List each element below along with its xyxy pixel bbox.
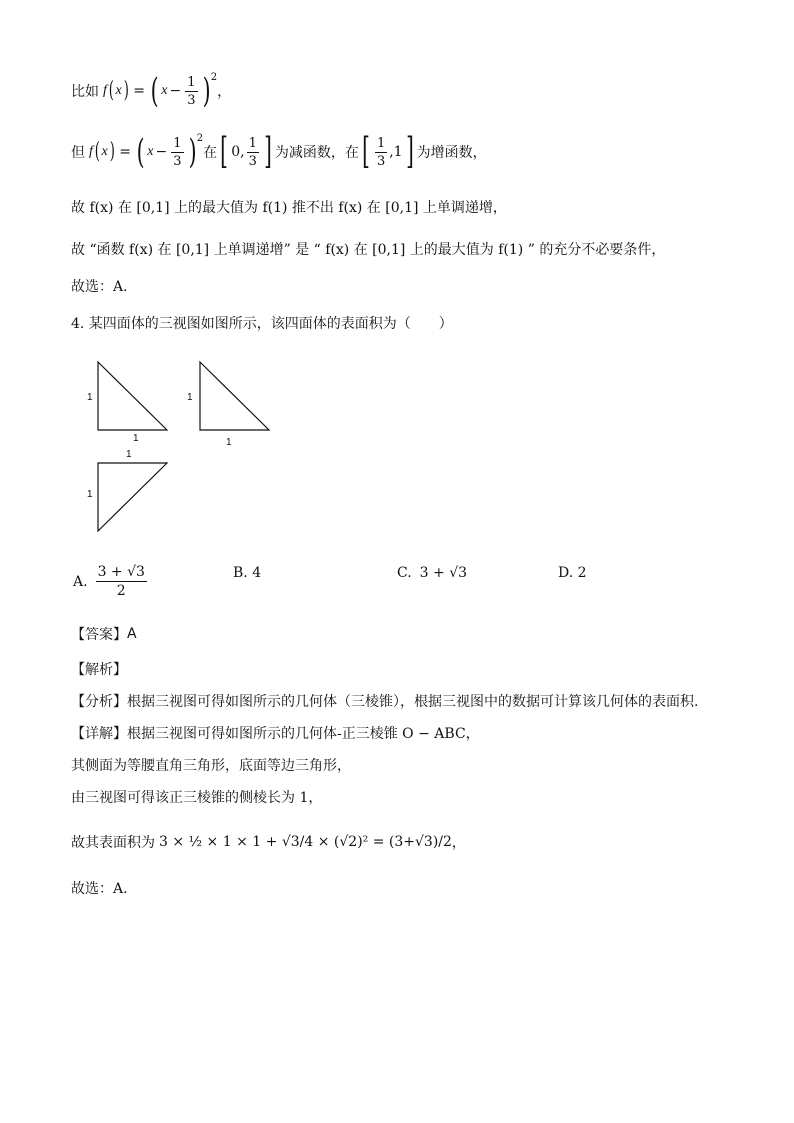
front-view-width-label: 1 (133, 433, 139, 444)
answer-tag: 【答案】 (71, 627, 127, 643)
analysis-surface-area: 故其表面积为 3 × ½ × 1 × 1 + √3/4 × (√2)² = (3+√3)/2 ， (71, 834, 466, 851)
solution-line-monotonicity: 但 f ( x ) = ( x − $\frac{1}{3}$ ) 2 在 [ 0, $\frac{1}{3}$ ] 为减函数，在 [ $\frac{1}{3}$ ,1 ] 为增函数， (71, 131, 487, 172)
top-view-triangle (87, 449, 167, 531)
analysis-edge-length: 由三视图可得该正三棱锥的侧棱长为 1， (71, 790, 323, 806)
fraction-one-third: $\frac{1}{3}$ (187, 74, 196, 108)
top-view-height-label: 1 (87, 489, 93, 500)
front-view-triangle (87, 362, 167, 444)
solution-line-select: 故选：A. (71, 279, 128, 295)
choice-a[interactable]: A. $\frac{3 + √3}{2}$ (73, 564, 145, 599)
side-view-height-label: 1 (187, 392, 193, 403)
analysis-side-faces: 其侧面为等腰直角三角形，底面等边三角形， (71, 758, 351, 774)
choice-d[interactable]: D. 2 (558, 565, 587, 581)
analysis-fenxi: 【分析】 根据三视图可得如图所示的几何体（三棱锥），根据三视图中的数据可计算该几何体的表面积. (71, 694, 699, 710)
analysis-select: 故选：A. (71, 881, 128, 897)
top-view-width-label: 1 (126, 449, 132, 460)
three-view-figure (0, 350, 794, 550)
front-view-height-label: 1 (87, 392, 93, 403)
choice-b[interactable]: B. 4 (233, 565, 262, 581)
solution-line-conclusion: 故 “函数 f(x) 在 [0,1] 上单调递增” 是 “ f(x) 在 [0,1] 上的最大值为 f(1) ” 的充分不必要条件， (71, 242, 666, 258)
answer-line (71, 624, 137, 644)
side-view-triangle (187, 362, 269, 448)
side-view-width-label: 1 (226, 437, 232, 448)
analysis-tag: 【解析】 (71, 662, 127, 678)
choice-c[interactable]: C. 3 + √3 (397, 565, 468, 581)
solution-line-example: 比如 f ( x ) = ( x − $\frac{1}{3}$ ) 2 ， (71, 71, 232, 111)
question-4-text: 4. 某四面体的三视图如图所示，该四面体的表面积为（ ） (71, 316, 453, 332)
answer-value: A (127, 626, 137, 642)
analysis-xiangjie: 【详解】 根据三视图可得如图所示的几何体-正三棱锥 O − ABC， (71, 726, 480, 742)
solution-line-max-value: 故 f(x) 在 [0,1] 上的最大值为 f(1) 推不出 f(x) 在 [0,1] 上单调递增， (71, 200, 507, 216)
